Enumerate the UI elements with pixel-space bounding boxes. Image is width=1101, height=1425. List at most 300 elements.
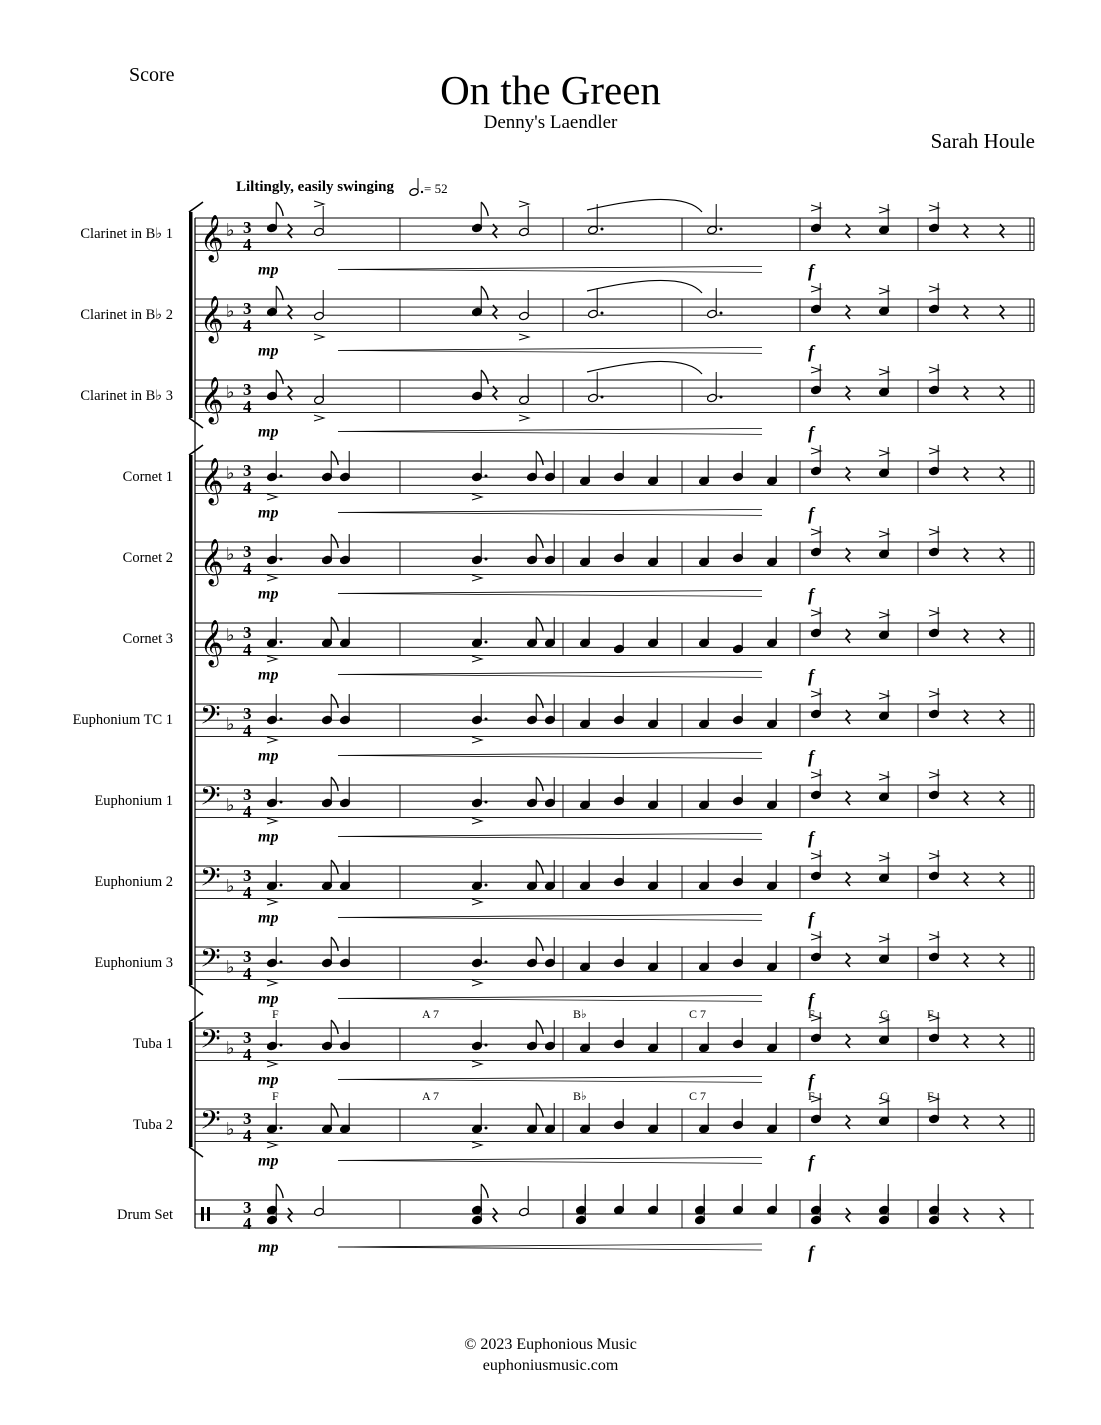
- tempo-value: = 52: [424, 181, 448, 196]
- dynamic-mp: mp: [258, 423, 279, 441]
- staff-drum-set: [117, 1184, 1034, 1262]
- time-signature-top: 3: [243, 785, 252, 804]
- note: [314, 374, 325, 405]
- accent-mark: [472, 818, 482, 824]
- staff-name: Euphonium 2: [94, 874, 173, 890]
- flat-sign-icon: ♭: [226, 1038, 235, 1059]
- note: [340, 1103, 351, 1134]
- note: [519, 290, 530, 321]
- crescendo-hairpin: [338, 674, 762, 677]
- note: [545, 937, 556, 968]
- dynamic-f: f: [808, 584, 814, 605]
- accent-mark: [929, 529, 939, 535]
- accent-mark: [811, 853, 821, 859]
- staff-name: Clarinet in B♭ 2: [80, 307, 173, 323]
- note: [267, 1103, 283, 1134]
- note: [767, 617, 778, 648]
- note: [767, 860, 778, 891]
- staff-name: Drum Set: [117, 1207, 173, 1223]
- accent-mark: [267, 899, 277, 905]
- note: [267, 202, 284, 233]
- accent-mark: [472, 899, 482, 905]
- chord-symbol: F: [808, 1007, 815, 1021]
- score-label: Score: [129, 64, 175, 86]
- dynamic-mp: mp: [258, 342, 279, 360]
- chord-symbol: F: [927, 1007, 934, 1021]
- crescendo-hairpin: [338, 914, 762, 917]
- staff-name: Tuba 2: [132, 1117, 173, 1133]
- note: [267, 451, 283, 482]
- accent-mark: [472, 737, 482, 743]
- accent-mark: [879, 774, 889, 780]
- note: [545, 860, 556, 891]
- note: [267, 534, 283, 565]
- crescendo-hairpin: [338, 431, 762, 434]
- dynamic-f: f: [808, 746, 814, 767]
- accent-mark: [929, 610, 939, 616]
- note: [614, 775, 625, 806]
- chord-symbol: F: [927, 1089, 934, 1103]
- note: [733, 937, 744, 968]
- note: [733, 1099, 744, 1130]
- staff: [123, 526, 1034, 604]
- treble-clef-icon: 𝄞: [200, 539, 224, 585]
- note: [707, 372, 723, 403]
- staff: [123, 607, 1034, 685]
- crescendo-hairpin: [338, 836, 762, 839]
- accent-mark: [472, 1061, 482, 1067]
- note: [648, 941, 659, 972]
- note: [733, 451, 744, 482]
- accent-mark: [929, 691, 939, 697]
- dynamic-mp: mp: [258, 666, 279, 684]
- accent-mark: [267, 737, 277, 743]
- group-bracket: [189, 212, 193, 418]
- treble-clef-icon: 𝄞: [200, 296, 224, 342]
- note: [267, 694, 283, 725]
- note: [614, 532, 625, 563]
- note: [267, 937, 283, 968]
- note: [648, 1103, 659, 1134]
- bass-clef-icon: 𝄢: [200, 1023, 221, 1061]
- note: [340, 777, 351, 808]
- staff-name: Clarinet in B♭ 1: [80, 226, 173, 242]
- crescendo-hairpin: [338, 590, 762, 593]
- dynamic-mp: mp: [258, 909, 279, 927]
- staff: [123, 445, 1034, 523]
- note: [733, 694, 744, 725]
- flat-sign-icon: ♭: [226, 957, 235, 978]
- accent-mark: [879, 531, 889, 537]
- dynamic-mp: mp: [258, 1071, 279, 1089]
- note: [267, 286, 284, 317]
- chord-symbol: F: [272, 1089, 279, 1103]
- chord-symbol: F: [272, 1007, 279, 1021]
- dynamic-f: f: [808, 1070, 814, 1091]
- crescendo-hairpin: [338, 671, 762, 674]
- staff: [94, 769, 1034, 847]
- time-signature-top: 3: [243, 218, 252, 237]
- staff: [80, 280, 1034, 361]
- time-signature-top: 3: [243, 866, 252, 885]
- note: [340, 694, 351, 725]
- note: [472, 617, 488, 648]
- staff-name: Cornet 1: [122, 469, 173, 485]
- crescendo-hairpin: [338, 917, 762, 920]
- bass-clef-icon: 𝄢: [200, 861, 221, 899]
- slur: [587, 280, 702, 293]
- percussion-clef-icon: [201, 1207, 204, 1221]
- time-signature-bottom: 4: [243, 478, 252, 497]
- note: [733, 856, 744, 887]
- treble-clef-icon: 𝄞: [200, 377, 224, 423]
- accent-mark: [879, 612, 889, 618]
- flat-sign-icon: ♭: [226, 544, 235, 565]
- note: [699, 536, 710, 567]
- accent-mark: [879, 855, 889, 861]
- chord-symbol: C: [880, 1007, 889, 1021]
- staff-name: Cornet 3: [122, 631, 173, 647]
- chord-symbol: C 7: [689, 1007, 707, 1021]
- accent-mark: [314, 201, 324, 207]
- crescendo-hairpin: [338, 752, 762, 755]
- note: [472, 860, 488, 891]
- dynamic-mp: mp: [258, 585, 279, 603]
- accent-mark: [811, 934, 821, 940]
- note: [580, 941, 591, 972]
- time-signature-top: 3: [243, 380, 252, 399]
- staff: [133, 1093, 1034, 1171]
- note: [267, 777, 283, 808]
- crescendo-hairpin: [338, 1160, 762, 1163]
- time-signature-top: 3: [243, 542, 252, 561]
- note: [648, 536, 659, 567]
- flat-sign-icon: ♭: [226, 876, 235, 897]
- time-signature-bottom: 4: [243, 721, 252, 740]
- accent-mark: [811, 205, 821, 211]
- staff: [80, 361, 1034, 442]
- accent-mark: [472, 575, 482, 581]
- note: [699, 455, 710, 486]
- accent-mark: [879, 369, 889, 375]
- dynamic-f: f: [808, 260, 814, 281]
- dynamic-f: f: [808, 503, 814, 524]
- crescendo-hairpin: [338, 1157, 762, 1160]
- staff-name: Cornet 2: [122, 550, 173, 566]
- accent-mark: [472, 1142, 482, 1148]
- note: [614, 856, 625, 887]
- note: [314, 1186, 325, 1217]
- accent-mark: [879, 207, 889, 213]
- note: [707, 204, 723, 235]
- time-signature-bottom: 4: [243, 316, 252, 335]
- note: [472, 694, 488, 725]
- note: [588, 288, 604, 319]
- note: [267, 1020, 283, 1051]
- crescendo-hairpin: [338, 1079, 762, 1082]
- accent-mark: [267, 494, 277, 500]
- note: [614, 1018, 625, 1049]
- note: [733, 1184, 744, 1215]
- accent-mark: [811, 691, 821, 697]
- note: [527, 617, 544, 648]
- crescendo-hairpin: [338, 998, 762, 1001]
- dynamic-f: f: [808, 422, 814, 443]
- time-signature-bottom: 4: [243, 1045, 252, 1064]
- time-signature-top: 3: [243, 704, 252, 723]
- note: [527, 534, 544, 565]
- note: [472, 202, 489, 233]
- copyright-notice: © 2023 Euphonious Music: [464, 1336, 637, 1353]
- note: [580, 536, 591, 567]
- note: [648, 1184, 659, 1215]
- accent-mark: [879, 288, 889, 294]
- note: [580, 779, 591, 810]
- time-signature-bottom: 4: [243, 1126, 252, 1145]
- note: [580, 617, 591, 648]
- note: [767, 698, 778, 729]
- time-signature-bottom: 4: [243, 883, 252, 902]
- accent-mark: [811, 610, 821, 616]
- time-signature-top: 3: [243, 1109, 252, 1128]
- note: [472, 534, 488, 565]
- dynamic-mp: mp: [258, 828, 279, 846]
- accent-mark: [811, 529, 821, 535]
- time-signature-top: 3: [243, 1198, 252, 1217]
- composer-name: Sarah Houle: [930, 129, 1035, 153]
- crescendo-hairpin: [338, 350, 762, 353]
- dynamic-mp: mp: [258, 747, 279, 765]
- note: [527, 1103, 544, 1134]
- chord-symbol: C: [880, 1089, 889, 1103]
- note: [314, 206, 325, 237]
- dynamic-f: f: [808, 827, 814, 848]
- quarter-rest: [288, 1208, 292, 1222]
- accent-mark: [267, 1061, 277, 1067]
- page-subtitle: Denny's Laendler: [483, 112, 618, 133]
- group-bracket: [189, 1022, 193, 1147]
- accent-mark: [519, 415, 529, 421]
- staff: [133, 1012, 1034, 1090]
- time-signature-top: 3: [243, 1028, 252, 1047]
- note: [340, 451, 351, 482]
- bass-clef-icon: 𝄢: [200, 942, 221, 980]
- bass-clef-icon: 𝄢: [200, 780, 221, 818]
- crescendo-hairpin: [338, 833, 762, 836]
- staff: [94, 931, 1034, 1009]
- note: [614, 694, 625, 725]
- note: [648, 860, 659, 891]
- note: [648, 779, 659, 810]
- accent-mark: [472, 494, 482, 500]
- staff-name: Euphonium 1: [94, 793, 173, 809]
- note: [733, 532, 744, 563]
- note: [545, 777, 556, 808]
- note: [472, 1184, 489, 1215]
- note: [322, 1020, 339, 1051]
- crescendo-hairpin: [338, 512, 762, 515]
- note: [580, 455, 591, 486]
- chord-symbol: A 7: [422, 1089, 440, 1103]
- note: [699, 617, 710, 648]
- note: [767, 1184, 778, 1215]
- dynamic-f: f: [808, 989, 814, 1010]
- note: [519, 206, 530, 237]
- note: [545, 1020, 556, 1051]
- note: [322, 777, 339, 808]
- slur: [587, 199, 702, 212]
- chord-symbol: B♭: [573, 1089, 587, 1103]
- note: [767, 941, 778, 972]
- accent-mark: [267, 656, 277, 662]
- crescendo-hairpin: [338, 428, 762, 431]
- accent-mark: [929, 205, 939, 211]
- dynamic-mp: mp: [258, 990, 279, 1008]
- crescendo-hairpin: [338, 347, 762, 350]
- note: [472, 1103, 488, 1134]
- flat-sign-icon: ♭: [226, 382, 235, 403]
- note: [472, 286, 489, 317]
- time-signature-bottom: 4: [243, 235, 252, 254]
- crescendo-hairpin: [338, 509, 762, 512]
- accent-mark: [314, 415, 324, 421]
- note: [767, 1103, 778, 1134]
- staff-name: Euphonium TC 1: [72, 712, 173, 728]
- dynamic-mp: mp: [258, 261, 279, 279]
- chord-symbol: C 7: [689, 1089, 707, 1103]
- quarter-rest: [964, 1208, 968, 1222]
- note: [314, 290, 325, 321]
- time-signature-bottom: 4: [243, 559, 252, 578]
- accent-mark: [472, 980, 482, 986]
- dynamic-f: f: [808, 1151, 814, 1172]
- dynamic-mp: mp: [258, 1239, 279, 1256]
- note: [340, 860, 351, 891]
- note: [733, 1018, 744, 1049]
- flat-sign-icon: ♭: [226, 220, 235, 241]
- treble-clef-icon: 𝄞: [200, 620, 224, 666]
- accent-mark: [811, 448, 821, 454]
- note: [519, 1186, 530, 1217]
- treble-clef-icon: 𝄞: [200, 215, 224, 261]
- flat-sign-icon: ♭: [226, 714, 235, 735]
- dynamic-f: f: [808, 665, 814, 686]
- note: [767, 536, 778, 567]
- note: [614, 623, 625, 654]
- note: [527, 777, 544, 808]
- note: [267, 860, 283, 891]
- note: [767, 779, 778, 810]
- crescendo-hairpin: [338, 593, 762, 596]
- note: [699, 1103, 710, 1134]
- note: [267, 1184, 284, 1215]
- dynamic-f: f: [808, 908, 814, 929]
- note: [699, 860, 710, 891]
- crescendo-hairpin: [338, 266, 762, 269]
- note: [472, 451, 488, 482]
- note: [699, 1022, 710, 1053]
- note: [545, 694, 556, 725]
- note: [340, 534, 351, 565]
- note: [699, 698, 710, 729]
- accent-mark: [811, 286, 821, 292]
- staff: [80, 199, 1034, 280]
- staff-name: Clarinet in B♭ 3: [80, 388, 173, 404]
- note: [733, 775, 744, 806]
- note: [614, 451, 625, 482]
- note: [322, 860, 339, 891]
- time-signature-top: 3: [243, 947, 252, 966]
- dynamic-f: f: [808, 1242, 814, 1262]
- chord-symbol: A 7: [422, 1007, 440, 1021]
- accent-mark: [929, 367, 939, 373]
- note: [733, 623, 744, 654]
- note: [580, 860, 591, 891]
- note: [545, 451, 556, 482]
- flat-sign-icon: ♭: [226, 463, 235, 484]
- note: [545, 534, 556, 565]
- crescendo-hairpin: [338, 755, 762, 758]
- note: [472, 937, 488, 968]
- time-signature-bottom: 4: [243, 397, 252, 416]
- note: [267, 617, 283, 648]
- staff-name: Tuba 1: [132, 1036, 173, 1052]
- page-title: On the Green: [440, 67, 661, 113]
- staff: [73, 688, 1034, 766]
- accent-mark: [267, 980, 277, 986]
- dynamic-mp: mp: [258, 1152, 279, 1170]
- accent-mark: [929, 448, 939, 454]
- accent-mark: [519, 334, 529, 340]
- note: [340, 617, 351, 648]
- flat-sign-icon: ♭: [226, 1119, 235, 1140]
- accent-mark: [267, 1142, 277, 1148]
- note: [519, 374, 530, 405]
- accent-mark: [929, 853, 939, 859]
- note: [322, 1103, 339, 1134]
- note: [648, 698, 659, 729]
- note: [648, 617, 659, 648]
- dynamic-f: f: [808, 341, 814, 362]
- note: [648, 1022, 659, 1053]
- note: [322, 534, 339, 565]
- note: [527, 1020, 544, 1051]
- quarter-rest: [1000, 1208, 1004, 1222]
- note: [545, 617, 556, 648]
- note: [580, 698, 591, 729]
- time-signature-bottom: 4: [243, 1214, 252, 1233]
- flat-sign-icon: ♭: [226, 625, 235, 646]
- time-signature-top: 3: [243, 461, 252, 480]
- accent-mark: [811, 772, 821, 778]
- chord-symbol: B♭: [573, 1007, 587, 1021]
- note: [322, 617, 339, 648]
- note: [472, 1020, 488, 1051]
- flat-sign-icon: ♭: [226, 301, 235, 322]
- accent-mark: [267, 575, 277, 581]
- slur: [587, 361, 702, 374]
- accent-mark: [929, 934, 939, 940]
- website-link: euphoniusmusic.com: [482, 1357, 619, 1374]
- time-signature-bottom: 4: [243, 640, 252, 659]
- dotted-half-note-icon: [409, 178, 423, 196]
- note: [614, 1184, 625, 1215]
- note: [699, 941, 710, 972]
- accent-mark: [267, 818, 277, 824]
- note: [767, 455, 778, 486]
- accent-mark: [879, 450, 889, 456]
- note: [472, 777, 488, 808]
